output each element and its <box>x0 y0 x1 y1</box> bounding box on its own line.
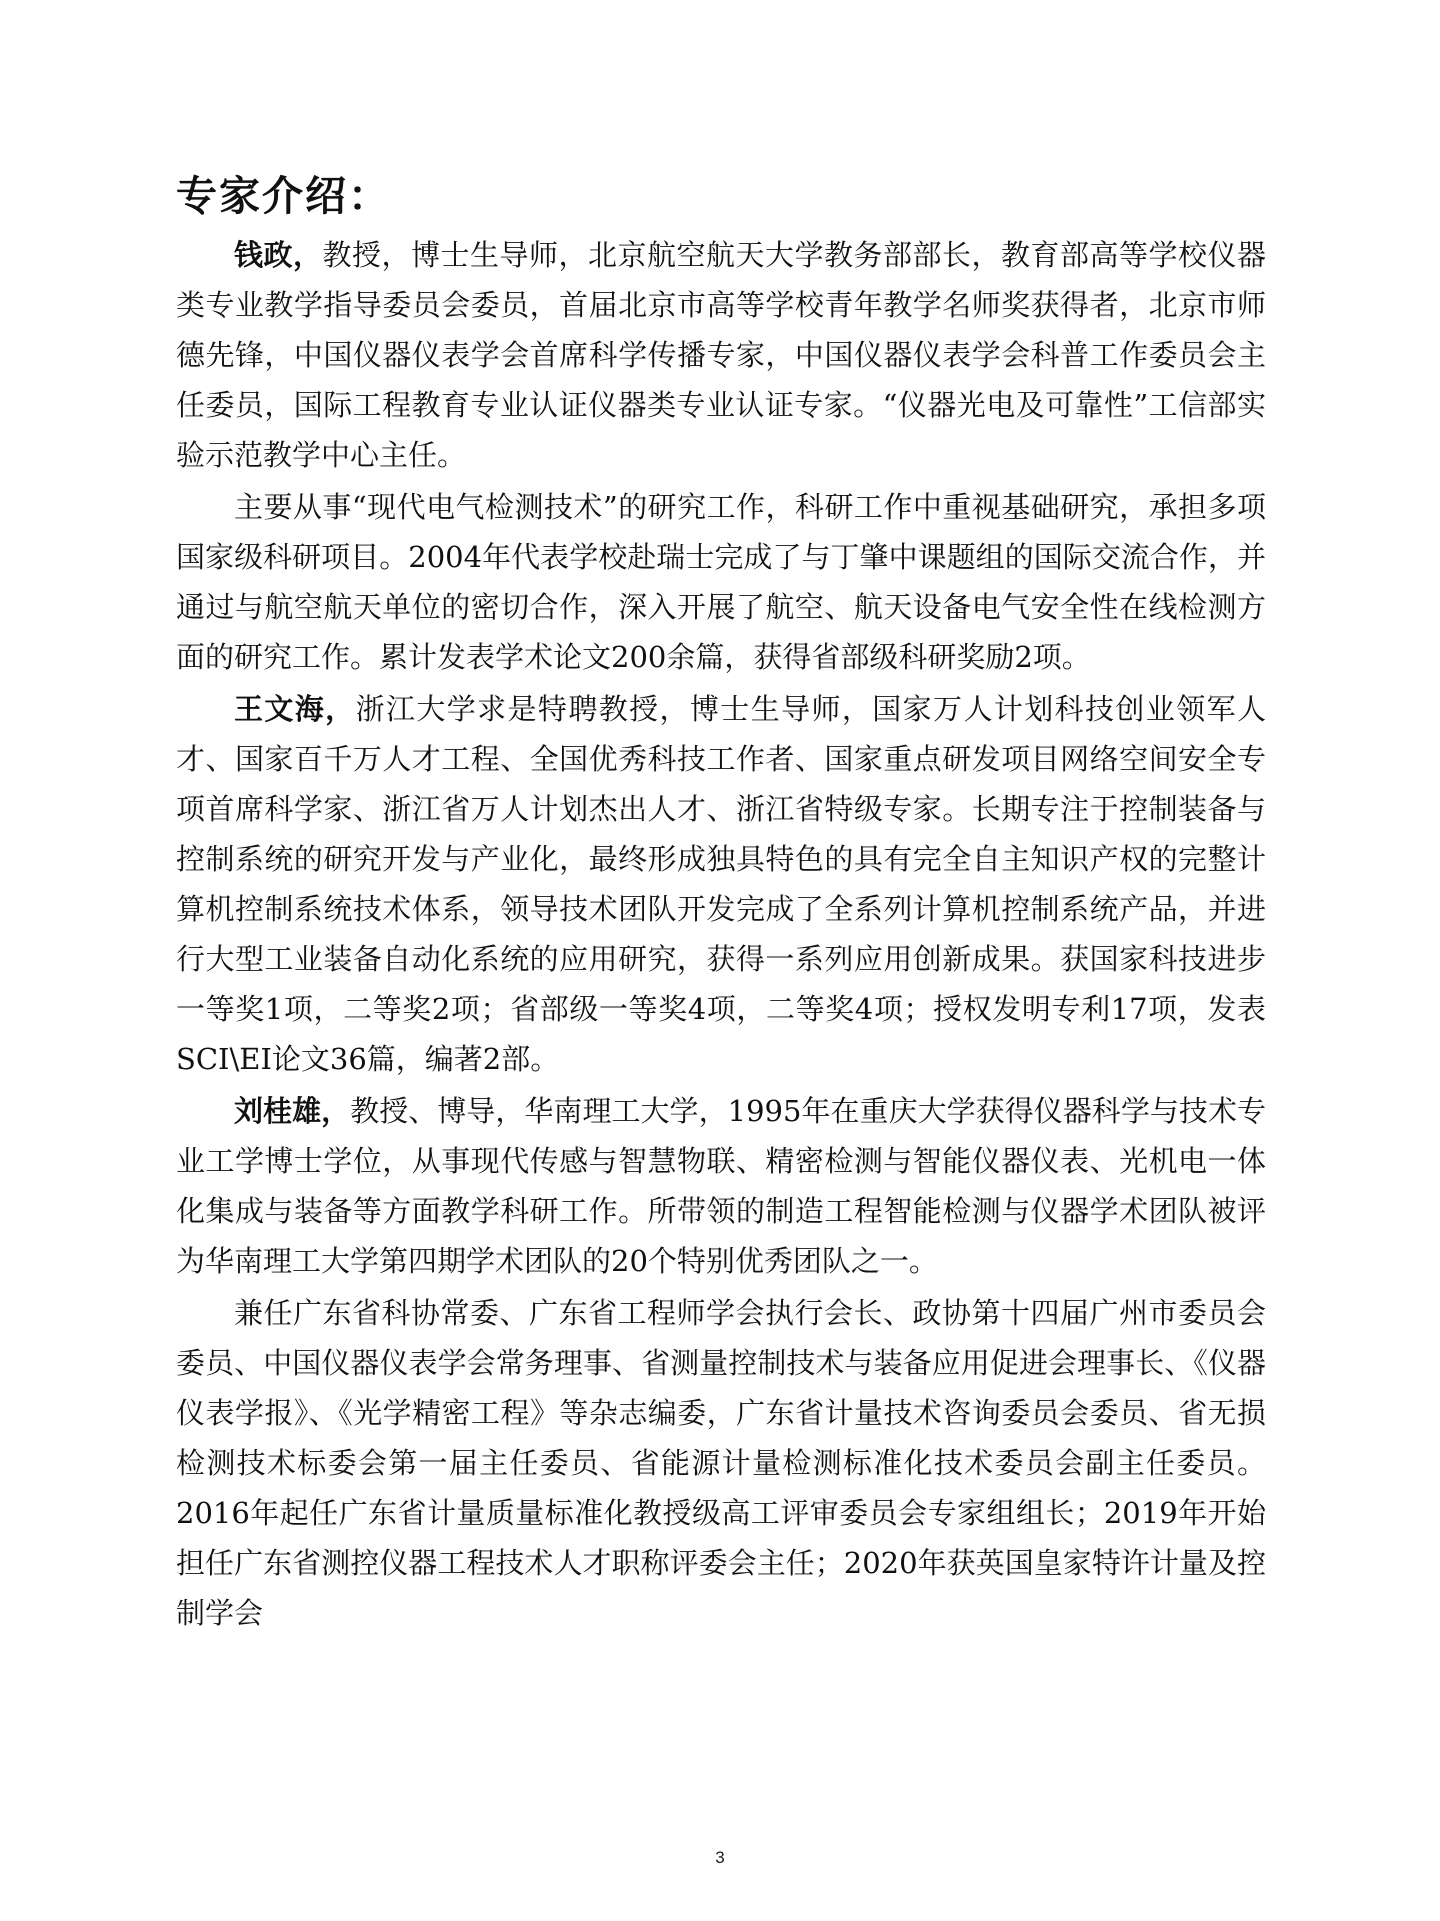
paragraph-text: 教授、博导，华南理工大学，1995年在重庆大学获得仪器科学与技术专业工学博士学位，从事现代传感与智慧物联、精密检测与智能仪器仪表、光机电一体化集成与装备等方面教学科研工作。所带领的制造工程智能检测与仪器学术团队被评为华南理工大学第四期学术团队的20个特别优秀团队之一。 <box>176 1094 1266 1278</box>
expert-name-liu: 刘桂雄， <box>234 1094 351 1128</box>
paragraph-text: 浙江大学求是特聘教授，博士生导师，国家万人计划科技创业领军人才、国家百千万人才工程、全国优秀科技工作者、国家重点研发项目网络空间安全专项首席科学家、浙江省万人计划杰出人才、浙江省特级专家。长期专注于控制装备与控制系统的研究开发与产业化，最终形成独具特色的具有完全自主知识产权的完整计算机控制系统技术体系，领导技术团队开发完成了全系列计算机控制系统产品，并进行大型工业装备自动化系统的应用研究，获得一系列应用创新成果。获国家科技进步一等奖1项，二等奖2项；省部级一等奖4项，二等奖4项；授权发明专利17项，发表SCI\EI论文36篇，编著2部。 <box>176 692 1266 1076</box>
paragraph-qian-intro <box>176 230 1266 480</box>
paragraph-liu-intro <box>176 1086 1266 1286</box>
expert-name-wang: 王文海， <box>234 692 356 726</box>
expert-name-qian: 钱政， <box>234 238 323 272</box>
page-title: 专家介绍： <box>176 172 391 220</box>
page-number: 3 <box>715 1848 725 1867</box>
paragraph-liu-roles: 兼任广东省科协常委、广东省工程师学会执行会长、政协第十四届广州市委员会委员、中国仪器仪表学会常务理事、省测量控制技术与装备应用促进会理事长、《仪器仪表学报》、《光学精密工程》等杂志编委，广东省计量技术咨询委员会委员、省无损检测技术标委会第一届主任委员、省能源计量检测标准化技术委员会副主任委员。2016年起任广东省计量质量标准化教授级高工评审委员会专家组组长；2019年开始担任广东省测控仪器工程技术人才职称评委会主任；2020年获英国皇家特许计量及控制学会 <box>176 1296 1266 1630</box>
document-body <box>176 168 1266 1640</box>
paragraph-qian-research: 主要从事“现代电气检测技术”的研究工作，科研工作中重视基础研究，承担多项国家级科研项目。2004年代表学校赴瑞士完成了与丁肇中课题组的国际交流合作，并通过与航空航天单位的密切合作，深入开展了航空、航天设备电气安全性在线检测方面的研究工作。累计发表学术论文200余篇，获得省部级科研奖励2项。 <box>176 490 1266 674</box>
paragraph-wang-intro <box>176 684 1266 1084</box>
paragraph-text: 教授，博士生导师，北京航空航天大学教务部部长，教育部高等学校仪器类专业教学指导委员会委员，首届北京市高等学校青年教学名师奖获得者，北京市师德先锋，中国仪器仪表学会首席科学传播专家，中国仪器仪表学会科普工作委员会主任委员，国际工程教育专业认证仪器类专业认证专家。“仪器光电及可靠性”工信部实验示范教学中心主任。 <box>176 238 1266 472</box>
